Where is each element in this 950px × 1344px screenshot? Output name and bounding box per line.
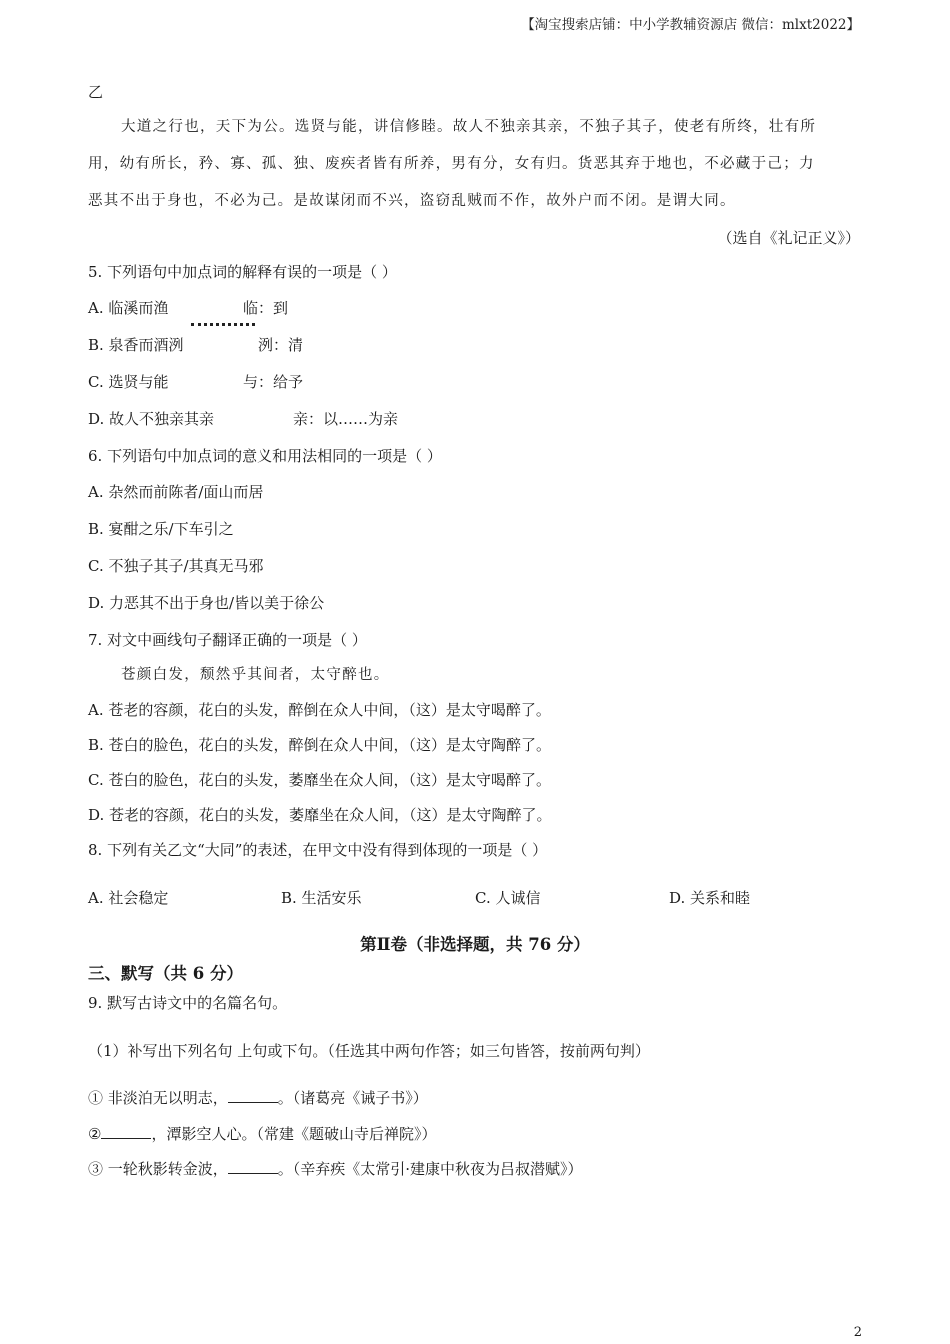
q9-item-2 <box>88 1124 860 1144</box>
q9-item-1 <box>88 1088 860 1108</box>
q5-option-d-text: D. 故人不独亲其亲 <box>88 410 215 428</box>
q7-option-d: D. 苍老的容颜，花白的头发，萎靡坐在众人间，（这）是太守陶醉了。 <box>88 806 552 824</box>
q9-item-2-suffix: ，潭影空人心。（常建《题破山寺后禅院》） <box>151 1125 437 1143</box>
section3-title: 三、默写（共 6 分） <box>88 964 243 983</box>
answer-blank[interactable] <box>101 1124 151 1139</box>
q9-item-3-suffix: 。（辛弃疾《太常引·建康中秋夜为吕叔潜赋》） <box>277 1160 583 1178</box>
q5-option-a <box>88 298 860 318</box>
page-header: 【淘宝搜索店铺：中小学教辅资源店 微信：mlxt2022】 <box>521 17 860 33</box>
passage-line-1: 大道之行也，天下为公。选贤与能，讲信修睦。故人不独亲其亲，不独子其子，使老有所终，壮有所 <box>121 119 817 135</box>
q5-option-d <box>88 409 860 429</box>
q9-item-1-prefix: ① 非淡泊无以明志， <box>88 1089 228 1107</box>
q9-item-2-prefix: ② <box>88 1125 102 1143</box>
q8-option-b: B. 生活安乐 <box>281 889 362 907</box>
q7-option-c: C. 苍白的脸色，花白的头发，萎靡坐在众人间，（这）是太守喝醉了。 <box>88 771 551 789</box>
q7-option-b: B. 苍白的脸色，花白的头发，醉倒在众人中间，（这）是太守陶醉了。 <box>88 736 552 754</box>
page-number: 2 <box>853 1325 862 1340</box>
q5-option-d-gloss: 亲：以……为亲 <box>293 410 399 428</box>
q5-option-b-gloss: 洌：清 <box>258 336 304 354</box>
q5-option-b-text: B. 泉香而酒洌 <box>88 336 184 354</box>
part2-title: 第Ⅱ卷（非选择题，共 76 分） <box>360 935 590 954</box>
q8-option-c: C. 人诚信 <box>475 889 541 907</box>
answer-blank[interactable] <box>228 1159 278 1174</box>
emphasis-dots <box>191 323 255 326</box>
q6-option-a: A. 杂然而前陈者/面山而居 <box>88 483 264 501</box>
q8-option-d: D. 关系和睦 <box>669 889 751 907</box>
q5-stem: 5. 下列语句中加点词的解释有误的一项是（ ） <box>88 263 397 281</box>
q6-option-d: D. 力恶其不出于身也/皆以美于徐公 <box>88 594 325 612</box>
q6-option-c: C. 不独子其子/其真无马邪 <box>88 557 264 575</box>
q5-option-c <box>88 372 860 392</box>
q9-item-3 <box>88 1159 860 1179</box>
q9-item-1-suffix: 。（诸葛亮《诫子书》） <box>277 1089 428 1107</box>
q6-option-b: B. 宴酣之乐/下车引之 <box>88 520 234 538</box>
q9-sub1: （1）补写出下列名句 上句或下句。（任选其中两句作答；如三句皆答，按前两句判） <box>88 1042 650 1060</box>
passage-source: （选自《礼记正义》） <box>717 229 860 247</box>
q5-option-a-text: A. 临溪而渔 <box>88 299 169 317</box>
q6-stem: 6. 下列语句中加点词的意义和用法相同的一项是（ ） <box>88 447 442 465</box>
q7-option-a: A. 苍老的容颜，花白的头发，醉倒在众人中间，（这）是太守喝醉了。 <box>88 701 551 719</box>
q8-stem: 8. 下列有关乙文“大同”的表述，在甲文中没有得到体现的一项是（ ） <box>88 841 548 859</box>
q9-stem: 9. 默写古诗文中的名篇名句。 <box>88 994 288 1012</box>
q7-quote: 苍颜白发，颓然乎其间者，太守醉也。 <box>121 667 390 683</box>
passage-label: 乙 <box>88 83 104 101</box>
q7-stem: 7. 对文中画线句子翻译正确的一项是（ ） <box>88 631 367 649</box>
passage-line-2: 用，幼有所长，矜、寡、孤、独、废疾者皆有所养，男有分，女有归。货恶其弃于地也，不必藏于己；力 <box>88 156 815 172</box>
q8-option-a: A. 社会稳定 <box>88 889 169 907</box>
q5-option-b <box>88 335 860 355</box>
q5-option-a-gloss: 临：到 <box>243 299 289 317</box>
passage-line-3: 恶其不出于身也，不必为己。是故谋闭而不兴，盗窃乱贼而不作，故外户而不闭。是谓大同。 <box>88 193 736 209</box>
q5-option-c-text: C. 选贤与能 <box>88 373 169 391</box>
q5-option-c-gloss: 与：给予 <box>243 373 304 391</box>
answer-blank[interactable] <box>228 1088 278 1103</box>
q9-item-3-prefix: ③ 一轮秋影转金波， <box>88 1160 228 1178</box>
